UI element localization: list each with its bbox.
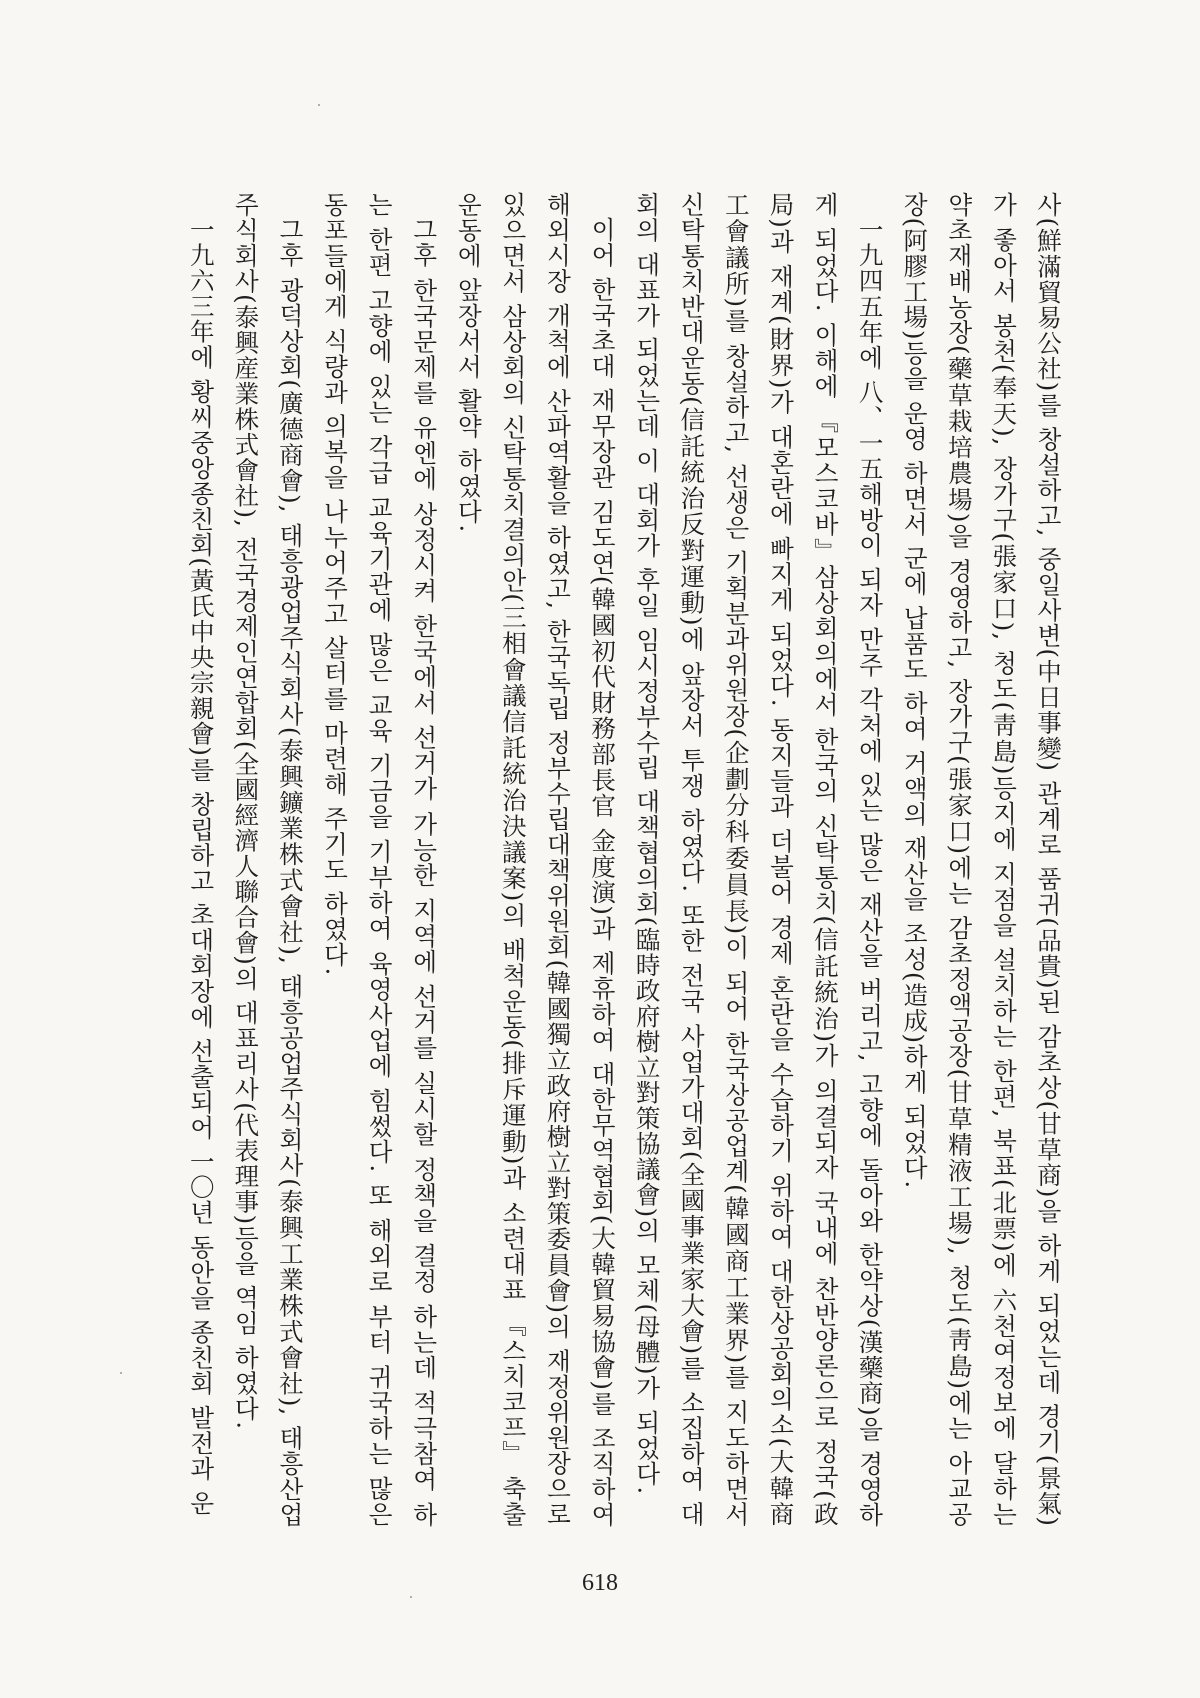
page-number: 618 xyxy=(582,1570,618,1596)
scan-speck xyxy=(120,1372,122,1374)
paragraph-4: 그후 한국문제를 유엔에 상정시켜 한국에서 선거가 가능한 지역에 선거를 실시할 정책을 결정 하는데 적극참여 하는 한편 고향에 있는 각급 교육기관에 많은 교육 기금을 기부하여 육영사업에 힘썼다. 또 해외로 부터 귀국하는 많은 동포들에게 식량과 의복을 나누어주고 살터를 마련해 주기도 하였다. xyxy=(320,192,439,1527)
paragraph-6: 一九六三年에 황씨중앙종친회(黃氏中央宗親會)를 창립하고 초대회장에 선출되어 一〇년 동안을 종친회 발전과 운 xyxy=(186,216,216,1516)
paragraph-2: 一九四五年에 八、一五해방이 되자 만주 각처에 있는 많은 재산을 버리고, 고향에 돌아와 한약상(漢藥商)을 경영하게 되었다. 이해에 『모스코바』삼상회의에서 한국의 신탁통치(信託統治)가 의결되자 국내에 찬반양론으로 정국(政局)과 재계(財界)가 대혼란에 빠지게 되었다. 동지들과 더불어 경제 혼란을 수습하기 위하여 대한상공회의소(大韓商工會議所)를 창설하고, 선생은 기획분과위원장(企劃分科委員長)이 되어 한국상공업계(韓國商工業界)를 지도하면서 신탁통치반대운동(信託統治反對運動)에 앞장서 투쟁 하였다. 또한 전국 사업가대회(全國事業家大會)를 소집하여 대회의 대표가 되었는데 이 대회가 후일 임시정부수립 대책협의회(臨時政府樹立對策協議會)의 모체(母體)가 되었다. xyxy=(632,192,885,1528)
scan-speck xyxy=(410,1596,412,1598)
paragraph-3: 이어 한국초대 재무장관 김도연(韓國初代財務部長官 金度演)과 제휴하여 대한무역협회(大韓貿易協會)를 조직하여 해외시장 개척에 산파역활을 하였고, 한국독립 정부수립대책위원회(韓國獨立政府樹立對策委員會)의 재정위원장으로 있으면서 삼상회의 신탁통치결의안(三相會議信託統治決議案)의 배척운동(排斥運動)과 소련대표 『스치코프』 축출운동에 앞장서서 활약 하였다. xyxy=(454,192,618,1527)
paragraph-5: 그후 광덕상회(廣德商會), 태흥광업주식회사(泰興鑛業株式會社), 태흥공업주식회사(泰興工業株式會社), 태흥산업주식회사(泰興産業株式會社), 전국경제인연합회(全國經濟人聯合會)의 대표리사(代表理事)등을 역임 하였다. xyxy=(231,192,305,1527)
scan-speck xyxy=(318,104,320,106)
paragraph-1: 사(鮮滿貿易公社)를 창설하고, 중일사변(中日事變) 관계로 품귀(品貴)된 감초상(甘草商)을 하게 되었는데 경기(景氣)가 좋아서 봉천(奉天), 장가구(張家口), 청도(靑島)등지에 지점을 설치하는 한편, 북표(北票)에 六천여정보에 달하는 약초재배농장(藥草栽培農場)을 경영하고, 장가구(張家口)에는 감초정액공장(甘草精液工場), 청도(靑島)에는 아교공장(阿膠工場)등을 운영 하면서 군에 납품도 하여 거액의 재산을 조성(造成)하게 되었다. xyxy=(900,192,1063,1527)
vertical-text-body xyxy=(186,192,1070,1528)
